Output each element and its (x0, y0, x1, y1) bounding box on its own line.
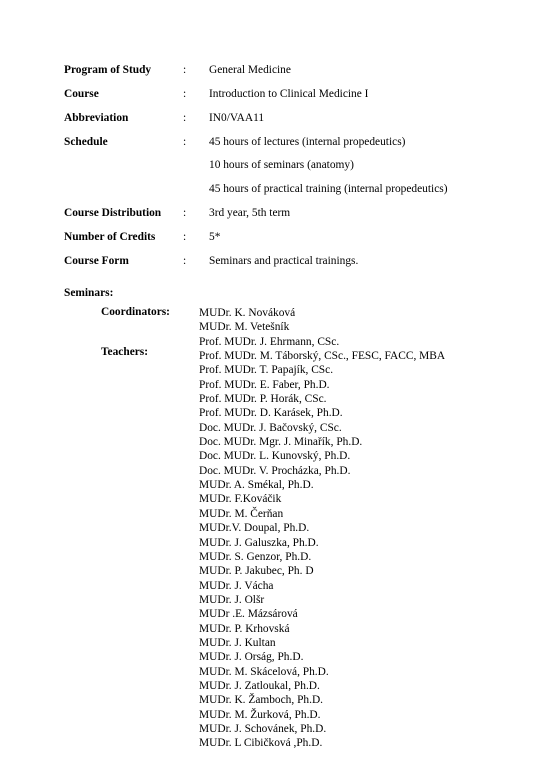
info-label: Abbreviation (64, 112, 129, 124)
teacher-name: MUDr.V. Doupal, Ph.D. (199, 522, 310, 535)
teacher-name: MUDr. M. Skácelová, Ph.D. (199, 665, 329, 678)
teacher-name: Prof. MUDr. E. Faber, Ph.D. (199, 378, 330, 391)
info-row-distribution (0, 207, 550, 221)
teacher-name: MUDr .E. Mázsárová (199, 608, 298, 621)
info-label: Course (64, 88, 99, 100)
teacher-name: MUDr. P. Krhovská (199, 622, 290, 635)
teacher-name: MUDr. S. Genzor, Ph.D. (199, 550, 312, 563)
coordinator-name: Prof. MUDr. J. Ehrmann, CSc. (199, 335, 340, 348)
info-row-abbreviation (0, 112, 550, 126)
info-colon: : (183, 136, 187, 148)
info-value: 10 hours of seminars (anatomy) (209, 159, 354, 171)
coordinator-name: MUDr. K. Nováková (199, 307, 296, 319)
teacher-name: MUDr. J. Galuszka, Ph.D. (199, 536, 319, 549)
info-value: Introduction to Clinical Medicine I (209, 88, 369, 100)
info-label: Course Form (64, 255, 129, 267)
coordinators-label: Coordinators: (101, 306, 170, 318)
info-value: IN0/VAA11 (209, 112, 265, 124)
seminars-heading: Seminars: (64, 287, 114, 299)
teacher-name: Doc. MUDr. Mgr. J. Minařík, Ph.D. (199, 436, 363, 449)
teacher-name: MUDr. L Cibičková ,Ph.D. (199, 737, 323, 750)
teacher-name: Prof. MUDr. M. Táborský, CSc., FESC, FACC, MBA (199, 350, 446, 363)
info-row-program (0, 64, 550, 78)
teacher-name: MUDr. M. Čerňan (199, 507, 284, 520)
info-value: 45 hours of lectures (internal propedeutics) (209, 136, 406, 148)
teacher-name: MUDr. K. Žamboch, Ph.D. (199, 694, 324, 707)
info-colon: : (183, 255, 187, 267)
teacher-name: MUDr. J. Vácha (199, 579, 274, 592)
teacher-name: Doc. MUDr. J. Bačovský, CSc. (199, 421, 342, 434)
info-colon: : (183, 64, 187, 76)
teacher-name: MUDr. A. Smékal, Ph.D. (199, 479, 314, 492)
teacher-name: Prof. MUDr. P. Horák, CSc. (199, 393, 327, 406)
teacher-name: MUDr. J. Olšr (199, 593, 265, 606)
info-value: 3rd year, 5th term (209, 207, 291, 219)
info-row-schedule-practical (0, 183, 550, 197)
teacher-name: Doc. MUDr. V. Procházka, Ph.D. (199, 464, 351, 477)
info-colon: : (183, 207, 187, 219)
teacher-name: Prof. MUDr. T. Papajík, CSc. (199, 364, 334, 377)
teacher-name: MUDr. J. Zatloukal, Ph.D. (199, 679, 320, 692)
teacher-name: MUDr. J. Schovánek, Ph.D. (199, 722, 327, 735)
teacher-name: MUDr. P. Jakubec, Ph. D (199, 565, 314, 578)
info-colon: : (183, 231, 187, 243)
info-row-course (0, 88, 550, 102)
teacher-name: MUDr. M. Žurková, Ph.D. (199, 708, 321, 721)
info-value: General Medicine (209, 64, 291, 76)
teachers-label: Teachers: (101, 346, 149, 358)
info-label: Course Distribution (64, 207, 162, 219)
coordinator-name: MUDr. M. Vetešník (199, 321, 290, 334)
info-row-form (0, 255, 550, 269)
teacher-name: MUDr. F.Kováčik (199, 493, 282, 506)
info-row-credits (0, 231, 550, 245)
people-list (199, 306, 445, 751)
info-label: Schedule (64, 136, 108, 148)
teacher-name: MUDr. J. Orság, Ph.D. (199, 651, 304, 664)
info-colon: : (183, 88, 187, 100)
info-label: Number of Credits (64, 231, 156, 243)
teacher-name: Prof. MUDr. D. Karásek, Ph.D. (199, 407, 343, 420)
info-row-schedule-seminars (0, 159, 550, 173)
info-colon: : (183, 112, 187, 124)
info-value: Seminars and practical trainings. (209, 255, 359, 267)
info-value: 45 hours of practical training (internal propedeutics) (209, 183, 448, 195)
teacher-name: Doc. MUDr. L. Kunovský, Ph.D. (199, 450, 351, 463)
teacher-name: MUDr. J. Kultan (199, 636, 276, 649)
info-value: 5* (209, 231, 221, 243)
info-row-schedule (0, 136, 550, 150)
info-label: Program of Study (64, 64, 152, 76)
